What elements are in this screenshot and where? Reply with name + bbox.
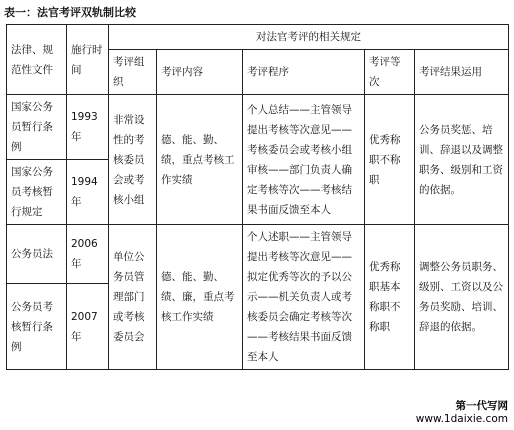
header-content: 考评内容 [157, 50, 243, 95]
cell-org: 单位公务员管理部门或考核委员会 [109, 225, 157, 370]
cell-content: 德、能、勤、绩、廉，重点考核工作实绩 [157, 225, 243, 370]
header-year: 施行时间 [67, 25, 109, 95]
law-name: 国家公务员暂行条例 [7, 95, 67, 160]
header-procedure: 考评程序 [243, 50, 365, 95]
law-year: 1994年 [67, 160, 109, 225]
cell-usage: 公务员奖惩、培训、辞退以及调整职务、级别和工资的依据。 [415, 95, 509, 225]
cell-procedure: 个人总结——主管领导提出考核等次意见——考核委员会或考核小组审核——部门负责人确定考核等次——考核结果书面反馈至本人 [243, 95, 365, 225]
header-grades: 考评等次 [365, 50, 415, 95]
law-year: 2006年 [67, 225, 109, 284]
table-row [7, 95, 509, 160]
watermark-title: 第一代写网 [455, 400, 508, 412]
header-org: 考评组织 [109, 50, 157, 95]
cell-content: 德、能、勤、绩，重点考核工作实绩 [157, 95, 243, 225]
cell-org: 非常设性的考核委员会或考核小组 [109, 95, 157, 225]
header-row-1 [7, 25, 509, 50]
table-row [7, 225, 509, 284]
cell-grades: 优秀称职基本称职不称职 [365, 225, 415, 370]
table-caption: 表一：法官考评双轨制比较 [4, 6, 136, 19]
comparison-table [6, 24, 509, 370]
law-name: 公务员法 [7, 225, 67, 284]
law-year: 1993年 [67, 95, 109, 160]
header-usage: 考评结果运用 [415, 50, 509, 95]
cell-usage: 调整公务员职务、级别、工资以及公务员奖励、培训、辞退的依据。 [415, 225, 509, 370]
watermark-url: www.1daixie.com [415, 413, 508, 425]
cell-procedure: 个人述职——主管领导提出考核等次意见——拟定优秀等次的予以公示——机关负责人或考核委员会确定考核等次——考核结果书面反馈至本人 [243, 225, 365, 370]
watermark [416, 400, 508, 426]
law-name: 国家公务员考核暂行规定 [7, 160, 67, 225]
law-year: 2007年 [67, 284, 109, 370]
cell-grades: 优秀称职不称职 [365, 95, 415, 225]
header-law: 法律、规范性文件 [7, 25, 67, 95]
header-group: 对法官考评的相关规定 [109, 25, 509, 50]
law-name: 公务员考核暂行条例 [7, 284, 67, 370]
